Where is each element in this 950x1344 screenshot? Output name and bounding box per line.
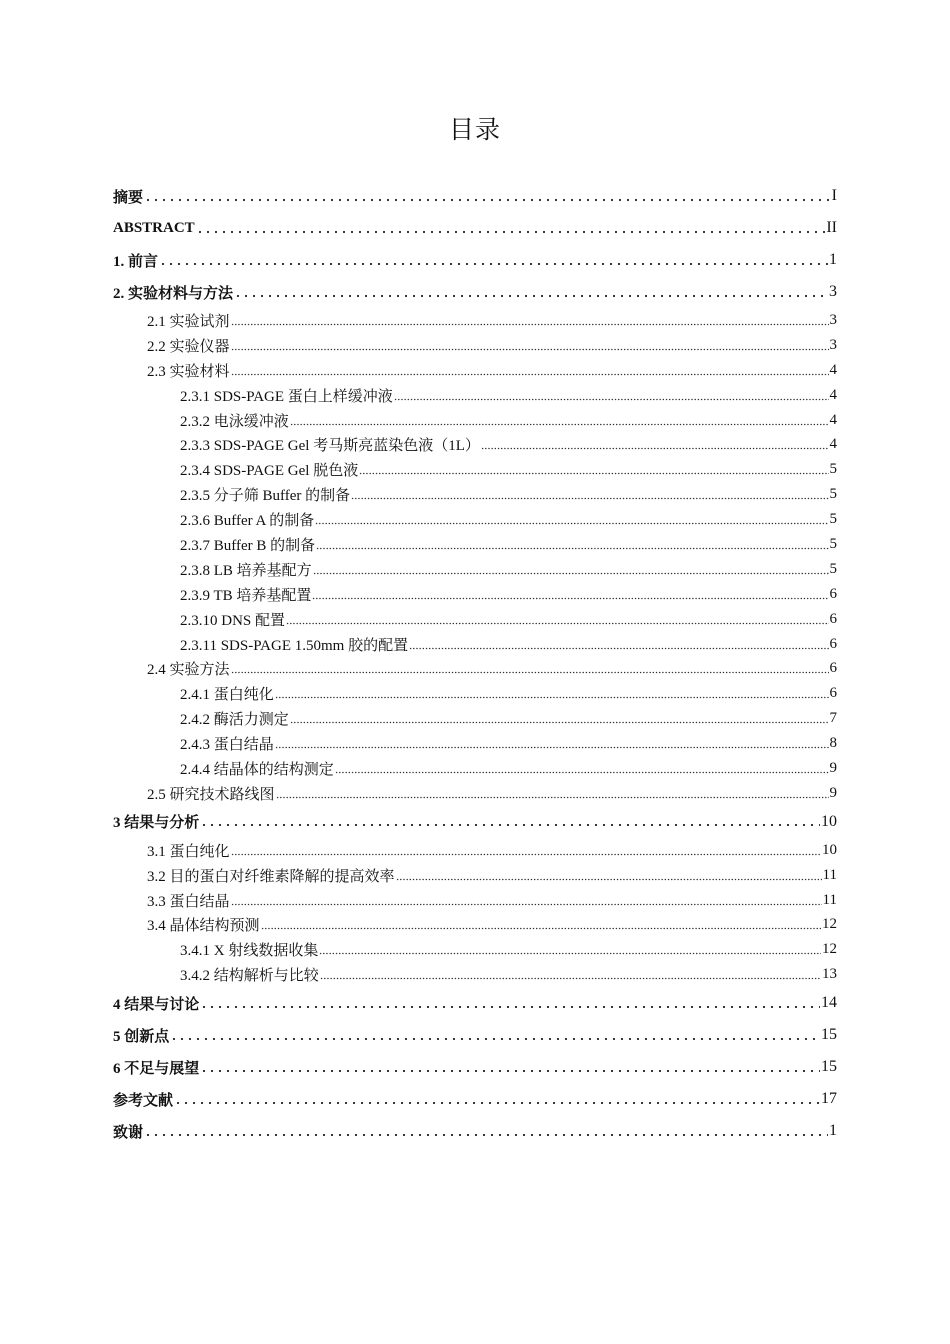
dot-leader bbox=[231, 373, 829, 376]
toc-entry-page-number: 9 bbox=[829, 759, 837, 776]
toc-entry[interactable] bbox=[0, 582, 950, 607]
toc-entry-label: 2.3 实验材料 bbox=[147, 363, 230, 380]
dot-leader bbox=[231, 853, 821, 856]
toc-entry[interactable] bbox=[0, 706, 950, 731]
dot-leader bbox=[312, 597, 828, 600]
toc-entry-page-number: 7 bbox=[829, 710, 837, 727]
toc-entry-page-number: 5 bbox=[829, 461, 837, 478]
dot-leader bbox=[196, 230, 826, 234]
toc-entry-label: 3.2 目的蛋白对纤维素降解的提高效率 bbox=[147, 868, 395, 885]
toc-entry[interactable] bbox=[0, 507, 950, 532]
toc-entry[interactable] bbox=[0, 557, 950, 582]
toc-entry-page-number: 12 bbox=[822, 941, 837, 958]
toc-entry[interactable] bbox=[0, 333, 950, 358]
toc-entry[interactable] bbox=[0, 731, 950, 756]
toc-entry[interactable] bbox=[0, 244, 950, 276]
toc-entry-page-number: 4 bbox=[829, 411, 837, 428]
toc-entry[interactable] bbox=[0, 532, 950, 557]
toc-entry-label: 2.3.10 DNS 配置 bbox=[180, 612, 286, 629]
toc-entry[interactable] bbox=[0, 308, 950, 333]
toc-entry[interactable] bbox=[0, 607, 950, 632]
toc-entry[interactable] bbox=[0, 408, 950, 433]
toc-entry-label: 3.4.1 X 射线数据收集 bbox=[180, 943, 319, 960]
dot-leader bbox=[315, 522, 828, 525]
toc-entry[interactable] bbox=[0, 863, 950, 888]
toc-entry-page-number: 1 bbox=[829, 1122, 837, 1140]
dot-leader bbox=[231, 671, 829, 674]
toc-entry-page-number: 3 bbox=[829, 283, 837, 300]
toc-entry[interactable] bbox=[0, 937, 950, 962]
toc-entry-page-number: 6 bbox=[829, 660, 837, 677]
toc-entry-page-number: 6 bbox=[829, 685, 837, 702]
toc-entry[interactable] bbox=[0, 987, 950, 1019]
toc-entry-label: 2.4 实验方法 bbox=[147, 662, 230, 679]
dot-leader bbox=[231, 903, 822, 906]
dot-leader bbox=[290, 423, 829, 426]
toc-entry-label: 2.5 研究技术路线图 bbox=[147, 786, 275, 803]
toc-entry[interactable] bbox=[0, 180, 950, 212]
dot-leader bbox=[276, 796, 829, 799]
toc-entry[interactable] bbox=[0, 838, 950, 863]
toc-entry-label: 2.3.2 电泳缓冲液 bbox=[180, 413, 289, 430]
toc-entry-label: 2.3.8 LB 培养基配方 bbox=[180, 562, 312, 579]
toc-entry-page-number: 14 bbox=[821, 994, 837, 1012]
toc-entry-page-number: 15 bbox=[821, 1058, 837, 1076]
toc-entry[interactable] bbox=[0, 962, 950, 987]
toc-entry-label: 2.3.6 Buffer A 的制备 bbox=[180, 513, 315, 530]
toc-entry-label: 3.4 晶体结构预测 bbox=[147, 918, 260, 935]
toc-entry-page-number: I bbox=[831, 187, 837, 204]
toc-entry-label: 2.3.5 分子筛 Buffer 的制备 bbox=[180, 488, 351, 505]
toc-entry-page-number: 10 bbox=[821, 812, 837, 830]
toc-entry[interactable] bbox=[0, 457, 950, 482]
toc-entry[interactable] bbox=[0, 756, 950, 781]
toc-entry[interactable] bbox=[0, 656, 950, 681]
dot-leader bbox=[320, 977, 821, 980]
dot-leader bbox=[159, 262, 828, 266]
toc-entry-page-number: 6 bbox=[829, 610, 837, 627]
toc-entry-page-number: 6 bbox=[829, 585, 837, 602]
toc-entry-page-number: 4 bbox=[829, 361, 837, 378]
toc-entry-label: 4 结果与讨论 bbox=[113, 996, 200, 1013]
toc-entry-page-number: 5 bbox=[829, 560, 837, 577]
toc-entry-page-number: 12 bbox=[822, 916, 837, 933]
dot-leader bbox=[200, 823, 820, 827]
toc-entry-label: 2.3.1 SDS-PAGE 蛋白上样缓冲液 bbox=[180, 388, 393, 405]
toc-entry-page-number: 1 bbox=[829, 251, 837, 268]
toc-entry-page-number: 5 bbox=[829, 486, 837, 503]
toc-entry-page-number: 8 bbox=[829, 735, 837, 752]
toc-entry-label: 2.1 实验试剂 bbox=[147, 313, 230, 330]
toc-entry-label: 2.3.11 SDS-PAGE 1.50mm 胶的配置 bbox=[180, 637, 409, 654]
toc-entry-page-number: 5 bbox=[829, 511, 837, 528]
toc-entry[interactable] bbox=[0, 1083, 950, 1115]
toc-entry[interactable] bbox=[0, 212, 950, 244]
toc-entry-label: 2.3.7 Buffer B 的制备 bbox=[180, 537, 316, 554]
dot-leader bbox=[231, 323, 829, 326]
dot-leader bbox=[170, 1037, 820, 1041]
toc-entry-label: 2.3.9 TB 培养基配置 bbox=[180, 587, 312, 604]
toc-entry-label: 2.4.1 蛋白纯化 bbox=[180, 687, 274, 704]
toc-entry-page-number: 4 bbox=[829, 386, 837, 403]
toc-entry-page-number: II bbox=[826, 219, 837, 236]
toc-entry-label: 致谢 bbox=[113, 1124, 144, 1141]
toc-entry[interactable] bbox=[0, 383, 950, 408]
toc-entry[interactable] bbox=[0, 276, 950, 308]
dot-leader bbox=[200, 1005, 820, 1009]
toc-entry[interactable] bbox=[0, 781, 950, 806]
toc-entry-label: 1. 前言 bbox=[113, 253, 159, 270]
toc-entry[interactable] bbox=[0, 1019, 950, 1051]
toc-entry-label: 2.4.2 酶活力测定 bbox=[180, 712, 289, 729]
dot-leader bbox=[144, 198, 831, 202]
toc-entry-page-number: 4 bbox=[829, 436, 837, 453]
dot-leader bbox=[261, 927, 821, 930]
toc-entry-label: 3.1 蛋白纯化 bbox=[147, 843, 230, 860]
toc-entry-label: 2. 实验材料与方法 bbox=[113, 285, 234, 302]
dot-leader bbox=[313, 572, 829, 575]
toc-entry[interactable] bbox=[0, 912, 950, 937]
toc-entry[interactable] bbox=[0, 888, 950, 913]
toc-entry-page-number: 3 bbox=[829, 336, 837, 353]
toc-entry-label: ABSTRACT bbox=[113, 219, 195, 236]
toc-entry[interactable] bbox=[0, 482, 950, 507]
toc-entry-label: 参考文献 bbox=[113, 1092, 174, 1109]
dot-leader bbox=[275, 746, 829, 749]
dot-leader bbox=[481, 447, 829, 450]
toc-entry-label: 摘要 bbox=[113, 189, 144, 206]
dot-leader bbox=[231, 348, 829, 351]
toc-entry-label: 6 不足与展望 bbox=[113, 1060, 200, 1077]
toc-entry-label: 2.3.3 SDS-PAGE Gel 考马斯亮蓝染色液（1L） bbox=[180, 438, 480, 455]
toc-entry-label: 3.3 蛋白结晶 bbox=[147, 893, 230, 910]
toc-entry-page-number: 11 bbox=[822, 866, 837, 883]
toc-entry[interactable] bbox=[0, 681, 950, 706]
toc-entry-page-number: 15 bbox=[821, 1026, 837, 1044]
toc-entry-label: 5 创新点 bbox=[113, 1028, 170, 1045]
toc-entry-page-number: 9 bbox=[829, 784, 837, 801]
toc-entry-label: 3.4.2 结构解析与比较 bbox=[180, 968, 319, 985]
toc-entry[interactable] bbox=[0, 806, 950, 838]
dot-leader bbox=[234, 294, 828, 298]
toc-entry-label: 2.4.3 蛋白结晶 bbox=[180, 737, 274, 754]
toc-entry-page-number: 11 bbox=[822, 891, 837, 908]
dot-leader bbox=[359, 472, 828, 475]
toc-entry[interactable] bbox=[0, 432, 950, 457]
toc-title: 目录 bbox=[448, 115, 501, 144]
toc-entry[interactable] bbox=[0, 632, 950, 657]
dot-leader bbox=[409, 647, 828, 650]
dot-leader bbox=[144, 1133, 828, 1137]
toc-entry-page-number: 10 bbox=[822, 841, 837, 858]
dot-leader bbox=[394, 398, 829, 401]
dot-leader bbox=[335, 771, 829, 774]
toc-entry-page-number: 17 bbox=[821, 1090, 837, 1108]
dot-leader bbox=[200, 1069, 820, 1073]
dot-leader bbox=[396, 878, 822, 881]
dot-leader bbox=[351, 497, 828, 500]
toc-entry-page-number: 13 bbox=[822, 966, 837, 983]
toc-entry-label: 3 结果与分析 bbox=[113, 815, 200, 832]
dot-leader bbox=[319, 952, 821, 955]
toc-entry[interactable] bbox=[0, 1115, 950, 1147]
dot-leader bbox=[290, 721, 829, 724]
dot-leader bbox=[316, 547, 828, 550]
toc-entry-label: 2.4.4 结晶体的结构测定 bbox=[180, 761, 334, 778]
toc-entry-label: 2.2 实验仪器 bbox=[147, 338, 230, 355]
toc-entry-label: 2.3.4 SDS-PAGE Gel 脱色液 bbox=[180, 463, 359, 480]
toc-entry-page-number: 5 bbox=[829, 535, 837, 552]
dot-leader bbox=[286, 622, 828, 625]
table-of-contents bbox=[0, 180, 950, 1147]
dot-leader bbox=[275, 696, 829, 699]
dot-leader bbox=[174, 1101, 820, 1105]
toc-entry-page-number: 6 bbox=[829, 635, 837, 652]
toc-entry[interactable] bbox=[0, 1051, 950, 1083]
toc-entry[interactable] bbox=[0, 358, 950, 383]
toc-entry-page-number: 3 bbox=[829, 311, 837, 328]
